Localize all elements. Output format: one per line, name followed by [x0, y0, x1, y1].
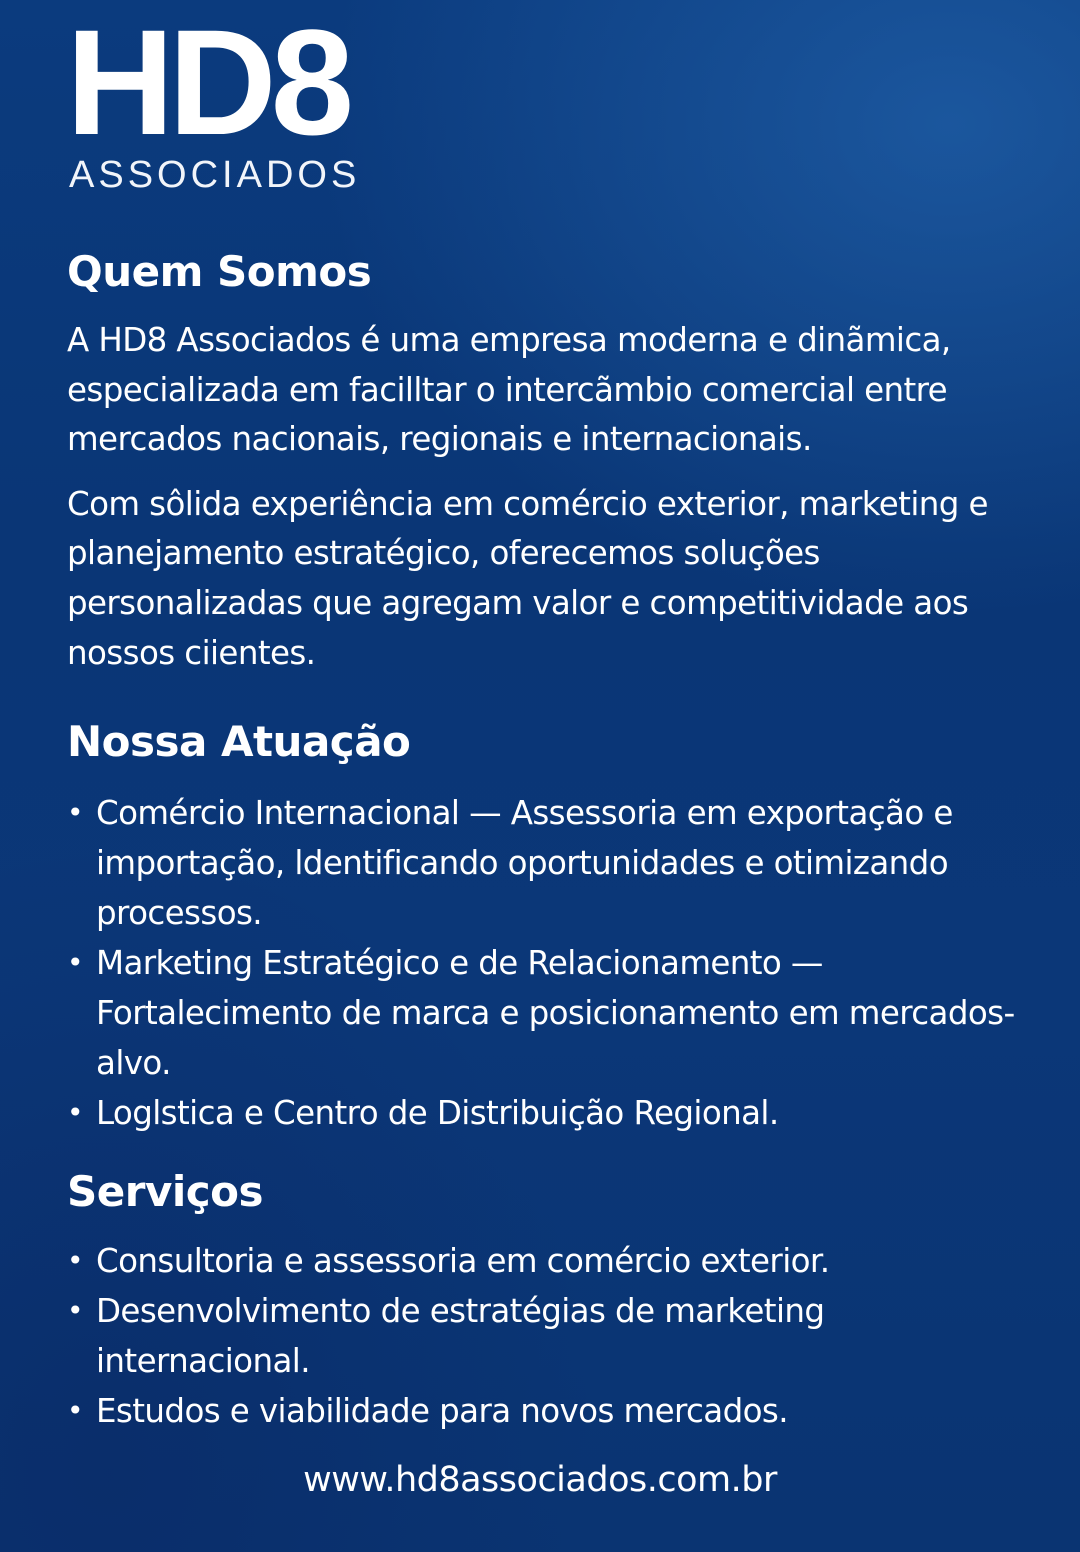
servicos-list: [67, 1236, 1027, 1436]
heading-nossa-atuacao: Nossa Atuação: [67, 717, 411, 767]
bullet-icon: •: [67, 946, 83, 980]
list-item: [67, 788, 1027, 938]
list-item: [67, 1236, 1027, 1286]
section-quem-somos: [67, 242, 1027, 678]
company-logo: [66, 0, 361, 196]
main-content: [67, 242, 1027, 1436]
list-item: [67, 938, 1027, 1088]
list-item-text: Comércio Internacional — Assessoria em exportação e importação, ldentificando oportunidades e otimizando processos.: [96, 794, 953, 933]
bullet-icon: •: [67, 796, 83, 830]
website-link[interactable]: www.hd8associados.com.br: [303, 1460, 777, 1500]
list-item-text: Marketing Estratégico e de Relacionamento — Fortalecimento de marca e posicionamento em mercados-alvo.: [96, 944, 1015, 1083]
bullet-icon: •: [67, 1394, 83, 1428]
list-item-text: Desenvolvimento de estratégias de marketing internacional.: [96, 1292, 825, 1381]
paragraph-experience: Com sôlida experiência em comércio exterior, marketing e planejamento estratégico, oferecemos soluções personalizadas que agregam valor e competitividade aos nossos ciientes.: [67, 484, 988, 672]
bullet-icon: •: [67, 1096, 83, 1130]
section-nossa-atuacao: [67, 712, 1027, 1138]
section-servicos: [67, 1162, 1027, 1436]
bullet-icon: •: [67, 1294, 83, 1328]
heading-quem-somos: Quem Somos: [67, 247, 372, 296]
list-item-text: Estudos e viabilidade para novos mercados.: [96, 1392, 788, 1431]
list-item: [67, 1088, 1027, 1138]
bullet-icon: •: [67, 1244, 83, 1278]
logo-subtitle: ASSOCIADOS: [69, 154, 361, 196]
list-item: [67, 1386, 1027, 1436]
list-item-text: Loglstica e Centro de Distribuição Regional.: [96, 1094, 779, 1133]
paragraph-intro: A HD8 Associados é uma empresa moderna e dinãmica, especializada em facilltar o intercãmbio comercial entre mercados nacionais, regionais e internacionais.: [67, 321, 951, 459]
list-item: [67, 1286, 1027, 1386]
list-item-text: Consultoria e assessoria em comércio exterior.: [96, 1242, 830, 1281]
heading-servicos: Serviços: [67, 1167, 263, 1217]
logo-mark: HD8: [66, 0, 349, 166]
atuacao-list: [67, 788, 1027, 1138]
